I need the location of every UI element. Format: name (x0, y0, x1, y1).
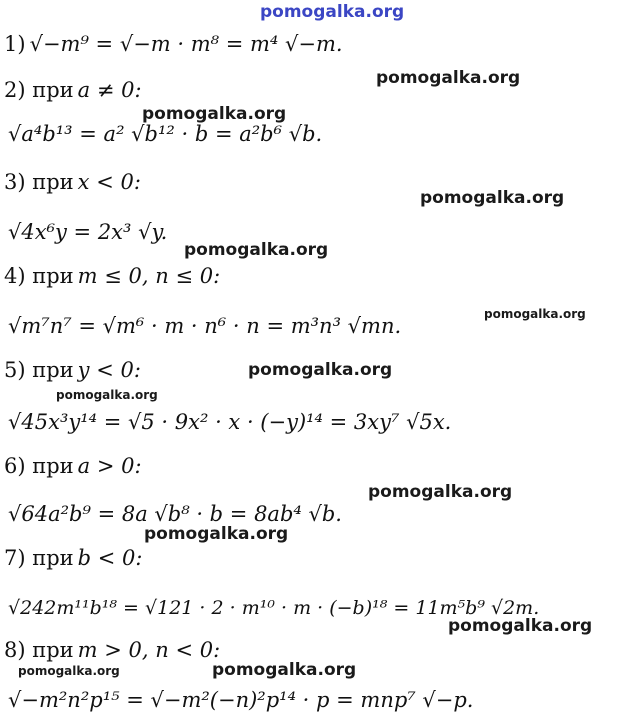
item-3-condition (4, 168, 141, 196)
watermark: pomogalka.org (420, 188, 565, 208)
item-label: 7) при (4, 546, 74, 570)
equation: √−m⁹ = √−m · m⁸ = m⁴ √−m. (29, 32, 343, 56)
equation: √m⁷n⁷ = √m⁶ · m · n⁶ · n = m³n³ √mn. (8, 314, 402, 338)
item-label: 1) (4, 32, 26, 56)
item-label: 6) при (4, 454, 74, 478)
equation: √4x⁶y = 2x³ √y. (8, 220, 168, 244)
condition: a ≠ 0: (77, 78, 142, 102)
item-4-equation (4, 312, 401, 340)
watermark: pomogalka.org (376, 68, 521, 88)
watermark: pomogalka.org (184, 240, 329, 260)
watermark-top: pomogalka.org (260, 2, 405, 22)
item-7-equation (4, 594, 539, 622)
watermark: pomogalka.org (212, 660, 357, 680)
item-2-condition (4, 76, 142, 104)
item-8-condition (4, 636, 220, 664)
item-8-equation (4, 686, 473, 714)
equation: √64a²b⁹ = 8a √b⁸ · b = 8ab⁴ √b. (8, 502, 342, 526)
watermark: pomogalka.org (248, 360, 393, 380)
item-label: 4) при (4, 264, 74, 288)
item-label: 8) при (4, 638, 74, 662)
condition: b < 0: (77, 546, 143, 570)
item-label: 5) при (4, 358, 74, 382)
item-label: 3) при (4, 170, 74, 194)
item-5-equation (4, 408, 451, 436)
equation: √242m¹¹b¹⁸ = √121 · 2 · m¹⁰ · m · (−b)¹⁸ = 11m⁵b⁹ √2m. (8, 597, 540, 619)
equation: √a⁴b¹³ = a² √b¹² · b = a²b⁶ √b. (8, 122, 323, 146)
watermark: pomogalka.org (18, 664, 120, 678)
equation: √−m²n²p¹⁵ = √−m²(−n)²p¹⁴ · p = mnp⁷ √−p. (8, 688, 474, 712)
equation: √45x³y¹⁴ = √5 · 9x² · x · (−y)¹⁴ = 3xy⁷ √5x. (8, 410, 452, 434)
watermark: pomogalka.org (142, 104, 287, 124)
item-2-equation (4, 120, 322, 148)
watermark: pomogalka.org (448, 616, 593, 636)
condition: m ≤ 0, n ≤ 0: (77, 264, 221, 288)
condition: y < 0: (77, 358, 141, 382)
item-3-equation (4, 218, 167, 246)
item-1-equation (4, 30, 343, 58)
item-6-condition (4, 452, 142, 480)
condition: m > 0, n < 0: (77, 638, 221, 662)
watermark: pomogalka.org (56, 388, 158, 402)
item-label: 2) при (4, 78, 74, 102)
condition: a > 0: (77, 454, 142, 478)
condition: x < 0: (77, 170, 141, 194)
item-5-condition (4, 356, 141, 384)
watermark: pomogalka.org (484, 307, 586, 321)
watermark: pomogalka.org (144, 524, 289, 544)
item-6-equation (4, 500, 342, 528)
watermark: pomogalka.org (368, 482, 513, 502)
item-7-condition (4, 544, 143, 572)
item-4-condition (4, 262, 220, 290)
